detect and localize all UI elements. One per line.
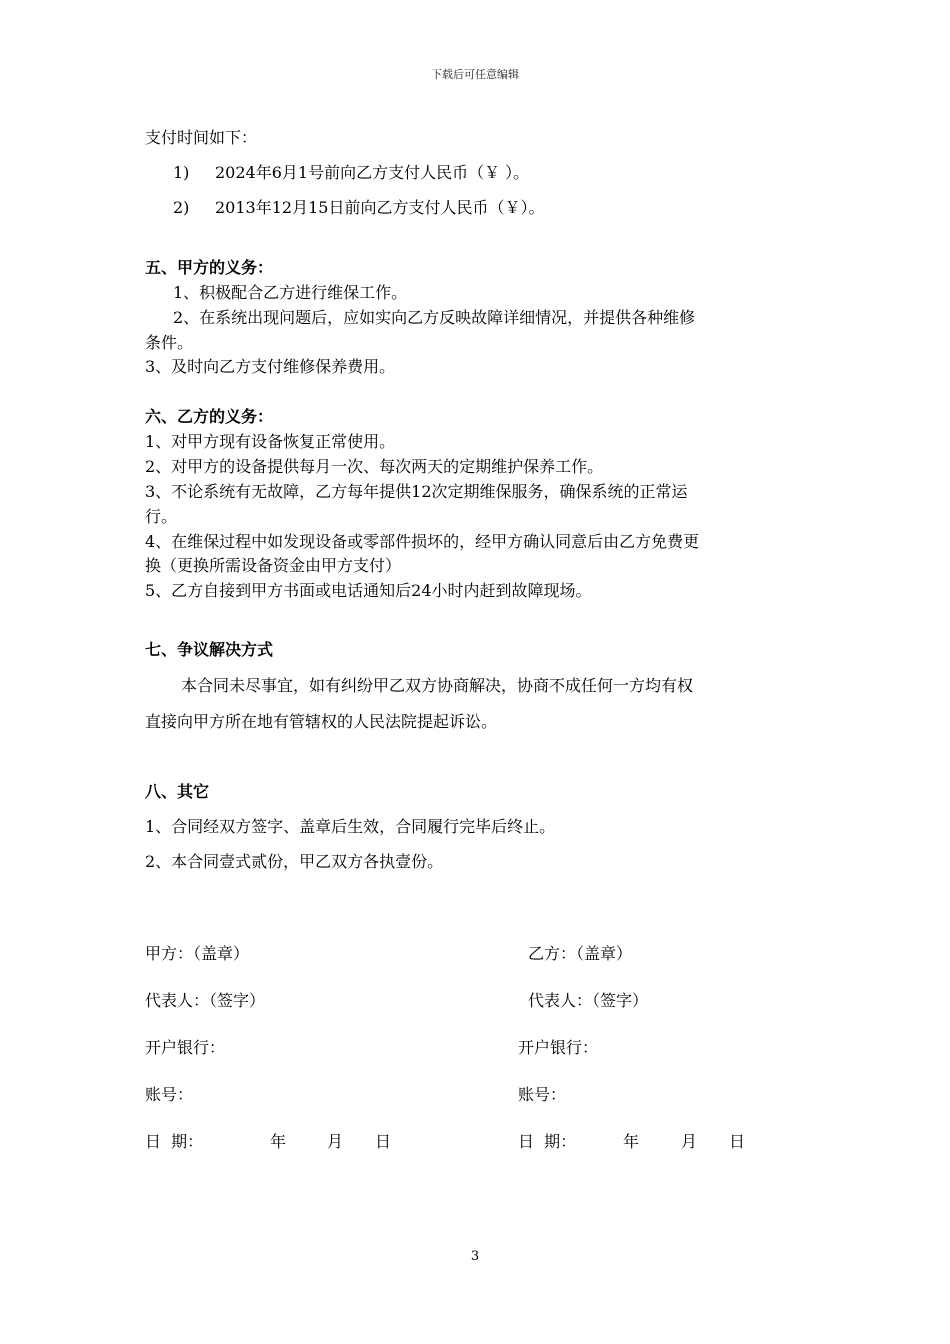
section-7-line: 直接向甲方所在地有管辖权的人民法院提起诉讼。 (145, 712, 498, 731)
section-6-line: 5、乙方自接到甲方书面或电话通知后24小时内赶到故障现场。 (145, 581, 592, 600)
section-6-line: 行。 (145, 507, 178, 526)
section-6-line: 4、在维保过程中如发现设备或零部件损坏的，经甲方确认同意后由乙方免费更 (145, 532, 700, 551)
section-5-title: 五、甲方的义务： (145, 258, 274, 277)
party-a-date-day: 日 (375, 1132, 392, 1151)
party-b-date-year: 年 (623, 1132, 640, 1151)
section-6-line: 换（更换所需设备资金由甲方支付） (145, 556, 402, 575)
section-6-line: 3、不论系统有无故障，乙方每年提供12次定期维保服务，确保系统的正常运 (145, 482, 688, 501)
party-b-seal: 乙方：（盖章） (528, 944, 633, 963)
payment-item-text: 2013年12月15日前向乙方支付人民币（￥）。 (215, 198, 545, 217)
section-7-title: 七、争议解决方式 (145, 640, 274, 659)
section-8-line: 2、本合同壹式贰份，甲乙双方各执壹份。 (145, 852, 444, 871)
party-b-representative: 代表人：（签字） (528, 991, 649, 1010)
payment-item-number: 1) (173, 163, 190, 182)
payment-item-number: 2) (173, 198, 190, 217)
party-b-date-label: 日 期： (518, 1132, 577, 1151)
party-a-bank: 开户银行： (145, 1038, 226, 1057)
page-header: 下载后可任意编辑 (431, 68, 519, 81)
section-6-line: 2、对甲方的设备提供每月一次、每次两天的定期维护保养工作。 (145, 457, 604, 476)
party-b-account: 账号： (518, 1085, 567, 1104)
party-b-date-day: 日 (729, 1132, 746, 1151)
payment-intro: 支付时间如下： (145, 128, 258, 147)
section-6-title: 六、乙方的义务： (145, 407, 274, 426)
section-7-line: 本合同未尽事宜，如有纠纷甲乙双方协商解决，协商不成任何一方均有权 (181, 676, 694, 695)
section-6-line: 1、对甲方现有设备恢复正常使用。 (145, 432, 396, 451)
party-b-bank: 开户银行： (518, 1038, 599, 1057)
party-a-date-label: 日 期： (145, 1132, 204, 1151)
payment-item-text: 2024年6月1号前向乙方支付人民币（￥ ）。 (215, 163, 530, 182)
section-5-line: 2、在系统出现问题后，应如实向乙方反映故障详细情况，并提供各种维修 (173, 308, 696, 327)
party-a-account: 账号： (145, 1085, 194, 1104)
party-a-seal: 甲方：（盖章） (145, 944, 250, 963)
section-5-line: 3、及时向乙方支付维修保养费用。 (145, 357, 396, 376)
section-5-line: 1、积极配合乙方进行维保工作。 (173, 283, 408, 302)
section-5-line: 条件。 (145, 333, 194, 352)
page-number: 3 (470, 1249, 480, 1264)
section-8-line: 1、合同经双方签字、盖章后生效，合同履行完毕后终止。 (145, 817, 556, 836)
party-a-date-month: 月 (327, 1132, 344, 1151)
party-a-date-year: 年 (270, 1132, 287, 1151)
section-8-title: 八、其它 (145, 782, 210, 801)
party-b-date-month: 月 (681, 1132, 698, 1151)
party-a-representative: 代表人：（签字） (145, 991, 266, 1010)
